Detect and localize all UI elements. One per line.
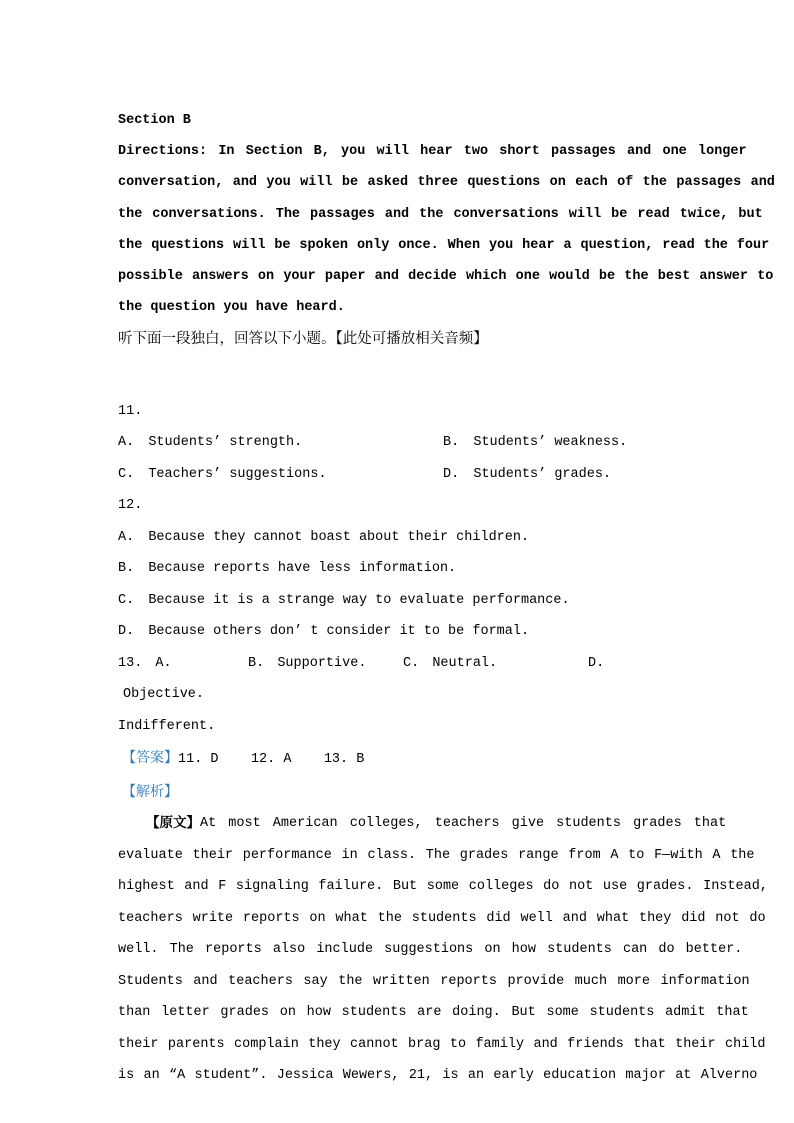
answer-tag: 【答案】 bbox=[122, 750, 178, 767]
option-13-b[interactable] bbox=[248, 648, 403, 711]
option-text: Objective. bbox=[123, 687, 205, 703]
option-13-c[interactable] bbox=[403, 648, 588, 711]
option-text: Supportive. bbox=[277, 655, 367, 671]
option-text: Students’ weakness. bbox=[473, 435, 628, 451]
passage-line-9: is an “A student”. Jessica Wewers, 21, is an early education major at Alverno bbox=[118, 1068, 758, 1084]
option-12-a[interactable] bbox=[118, 522, 678, 554]
directions-body bbox=[118, 136, 775, 324]
passage-line-2: evaluate their performance in class. The grades range from A to F—with A the bbox=[118, 847, 755, 863]
answer-line bbox=[118, 742, 678, 776]
source-passage bbox=[118, 808, 768, 1092]
option-label: D. bbox=[588, 655, 605, 671]
passage-line-6: Students and teachers say the written reports provide much more information bbox=[118, 973, 750, 989]
directions-line-4: the questions will be spoken only once. When you hear a question, read the four bbox=[118, 237, 770, 253]
directions-line-3: the conversations. The passages and the conversations will be read twice, but bbox=[118, 206, 763, 222]
spacer bbox=[118, 354, 678, 396]
question-13 bbox=[118, 648, 678, 743]
chinese-instruction: 听下面一段独白，回答以下小题。【此处可播放相关音频】 bbox=[118, 330, 488, 347]
directions-line-2: conversation, and you will be asked three questions on each of the passages and bbox=[118, 175, 775, 191]
source-tag: 【原文】 bbox=[146, 815, 200, 832]
option-label: A. bbox=[118, 529, 135, 545]
directions-line-6: the question you have heard. bbox=[118, 300, 345, 316]
section-heading: Section B bbox=[118, 113, 191, 128]
option-11-b[interactable] bbox=[443, 427, 627, 459]
option-12-b[interactable] bbox=[118, 553, 678, 585]
option-label: C. bbox=[118, 592, 135, 608]
option-text: Because others don’ t consider it to be formal. bbox=[148, 624, 530, 640]
option-text: Because it is a strange way to evaluate performance. bbox=[148, 592, 570, 608]
option-label: B. bbox=[248, 655, 265, 671]
option-label: C. bbox=[118, 466, 135, 482]
option-label: D. bbox=[443, 466, 460, 482]
passage-line-8: their parents complain they cannot brag to family and friends that their child bbox=[118, 1036, 766, 1052]
passage-line-7: than letter grades on how students are doing. But some students admit that bbox=[118, 1005, 749, 1021]
passage-line-3: highest and F signaling failure. But some colleges do not use grades. Instead, bbox=[118, 879, 768, 895]
answer-values: 11. D 12. A 13. B bbox=[178, 752, 365, 768]
option-text: Neutral. bbox=[432, 655, 498, 671]
option-13-d-label[interactable] bbox=[588, 648, 604, 711]
passage-line-1 bbox=[118, 808, 727, 840]
passage-line-5: well. The reports also include suggestions on how students can do better. bbox=[118, 942, 743, 958]
question-13-number-and-option-a[interactable] bbox=[118, 648, 248, 711]
paragraph-indent bbox=[118, 808, 146, 840]
option-label: A. bbox=[155, 655, 172, 671]
question-11-options-row-2 bbox=[118, 459, 678, 491]
option-text: Students’ grades. bbox=[473, 466, 612, 482]
option-text: Because they cannot boast about their children. bbox=[148, 529, 530, 545]
question-13-options-row bbox=[118, 648, 678, 711]
option-text: Students’ strength. bbox=[148, 435, 303, 451]
option-11-c[interactable] bbox=[118, 459, 443, 491]
option-label: D. bbox=[118, 624, 135, 640]
option-11-a[interactable] bbox=[118, 427, 443, 459]
question-number: 13. bbox=[118, 655, 143, 671]
option-11-d[interactable] bbox=[443, 459, 611, 491]
option-label: C. bbox=[403, 655, 420, 671]
option-text: Because reports have less information. bbox=[148, 561, 457, 577]
option-label: B. bbox=[443, 435, 460, 451]
question-11-number: 11. bbox=[118, 403, 143, 419]
option-text: Teachers’ suggestions. bbox=[148, 466, 327, 482]
passage-text: At most American colleges, teachers give students grades that bbox=[200, 816, 727, 832]
option-label: A. bbox=[118, 435, 135, 451]
passage-line-4: teachers write reports on what the students did well and what they did not do bbox=[118, 910, 766, 926]
question-11-options-row-1 bbox=[118, 427, 678, 459]
option-12-d[interactable] bbox=[118, 616, 678, 648]
analysis-line bbox=[118, 776, 678, 809]
option-13-d-text: Indifferent. bbox=[118, 718, 216, 734]
directions-line-1: Directions: In Section B, you will hear two short passages and one longer bbox=[118, 144, 747, 159]
question-12-number: 12. bbox=[118, 498, 143, 514]
option-12-c[interactable] bbox=[118, 585, 678, 617]
directions-line-5: possible answers on your paper and decide which one would be the best answer to bbox=[118, 269, 774, 285]
exam-page bbox=[118, 0, 775, 1092]
option-label: B. bbox=[118, 561, 135, 577]
analysis-tag: 【解析】 bbox=[122, 783, 178, 800]
